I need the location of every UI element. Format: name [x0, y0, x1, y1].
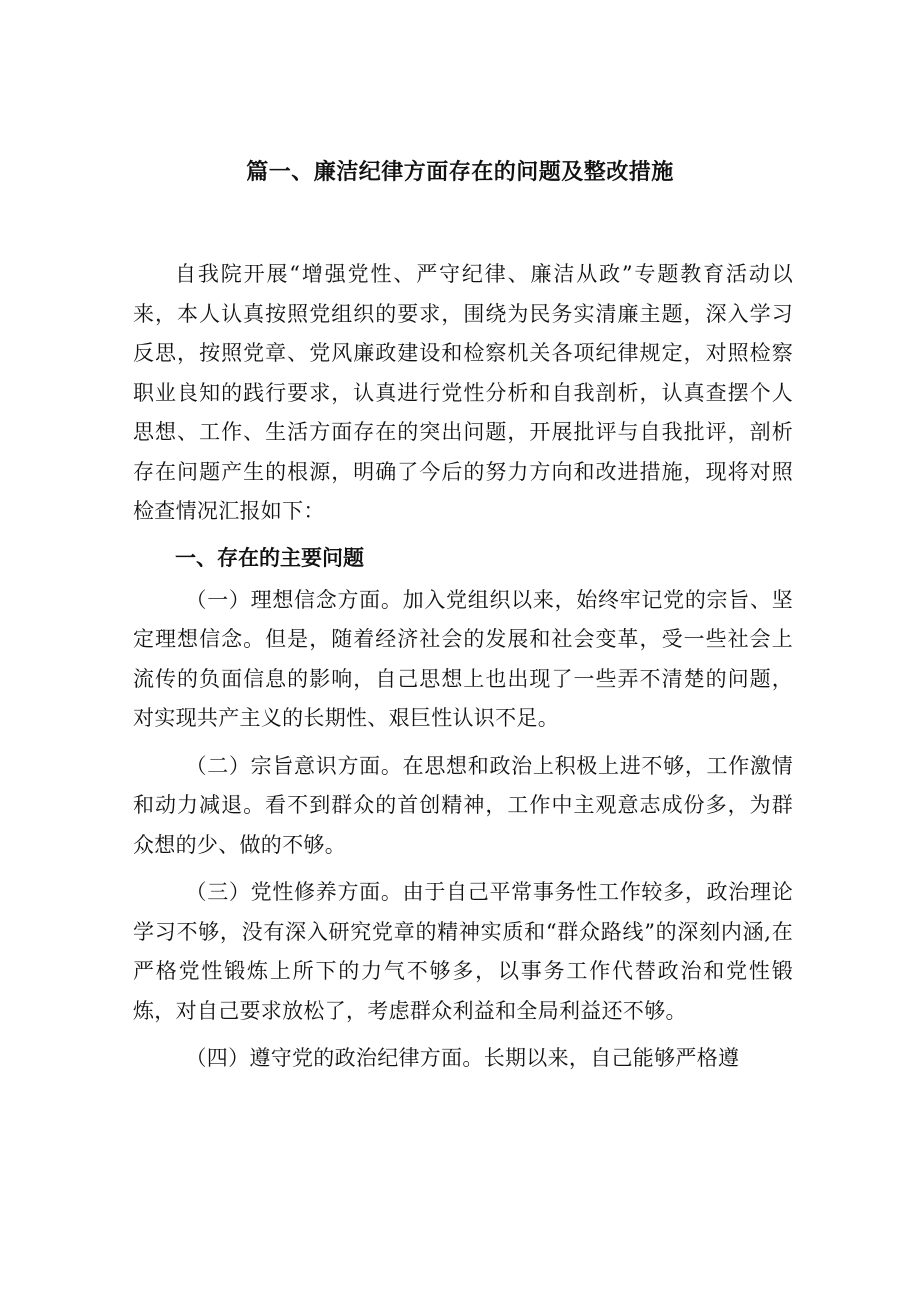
- item-paragraph-1: （一）理想信念方面。加入党组织以来，始终牢记党的宗旨、坚定理想信念。但是，随着经济社会的发展和社会变革，受一些社会上流传的负面信息的影响，自己思想上也出现了一些弄不清楚的问题，对实现共产主义的长期性、艰巨性认识不足。: [133, 587, 793, 730]
- document-body: [133, 255, 793, 1087]
- document-title: 篇一、廉洁纪律方面存在的问题及整改措施: [246, 159, 674, 185]
- section-heading: 一、存在的主要问题: [175, 544, 364, 570]
- item-paragraph-2: （二）宗旨意识方面。在思想和政治上积极上进不够，工作激情和动力减退。看不到群众的首创精神，工作中主观意志成份多，为群众想的少、做的不够。: [133, 753, 793, 857]
- item-paragraph-4: （四）遵守党的政治纪律方面。长期以来，自己能够严格遵: [185, 1046, 740, 1070]
- intro-paragraph: 自我院开展“增强党性、严守纪律、廉洁从政”专题教育活动以来，本人认真按照党组织的要求，围绕为民务实清廉主题，深入学习反思，按照党章、党风廉政建设和检察机关各项纪律规定，对照检察职业良知的践行要求，认真进行党性分析和自我剖析，认真查摆个人思想、工作、生活方面存在的突出问题，开展批评与自我批评，剖析存在问题产生的根源，明确了今后的努力方向和改进措施，现将对照检查情况汇报如下：: [133, 262, 793, 523]
- item-paragraph-3: （三）党性修养方面。由于自己平常事务性工作较多，政治理论学习不够，没有深入研究党章的精神实质和“群众路线”的深刻内涵,在严格党性锻炼上所下的力气不够多，以事务工作代替政治和党性锻炼，对自己要求放松了，考虑群众利益和全局利益还不够。: [133, 880, 793, 1023]
